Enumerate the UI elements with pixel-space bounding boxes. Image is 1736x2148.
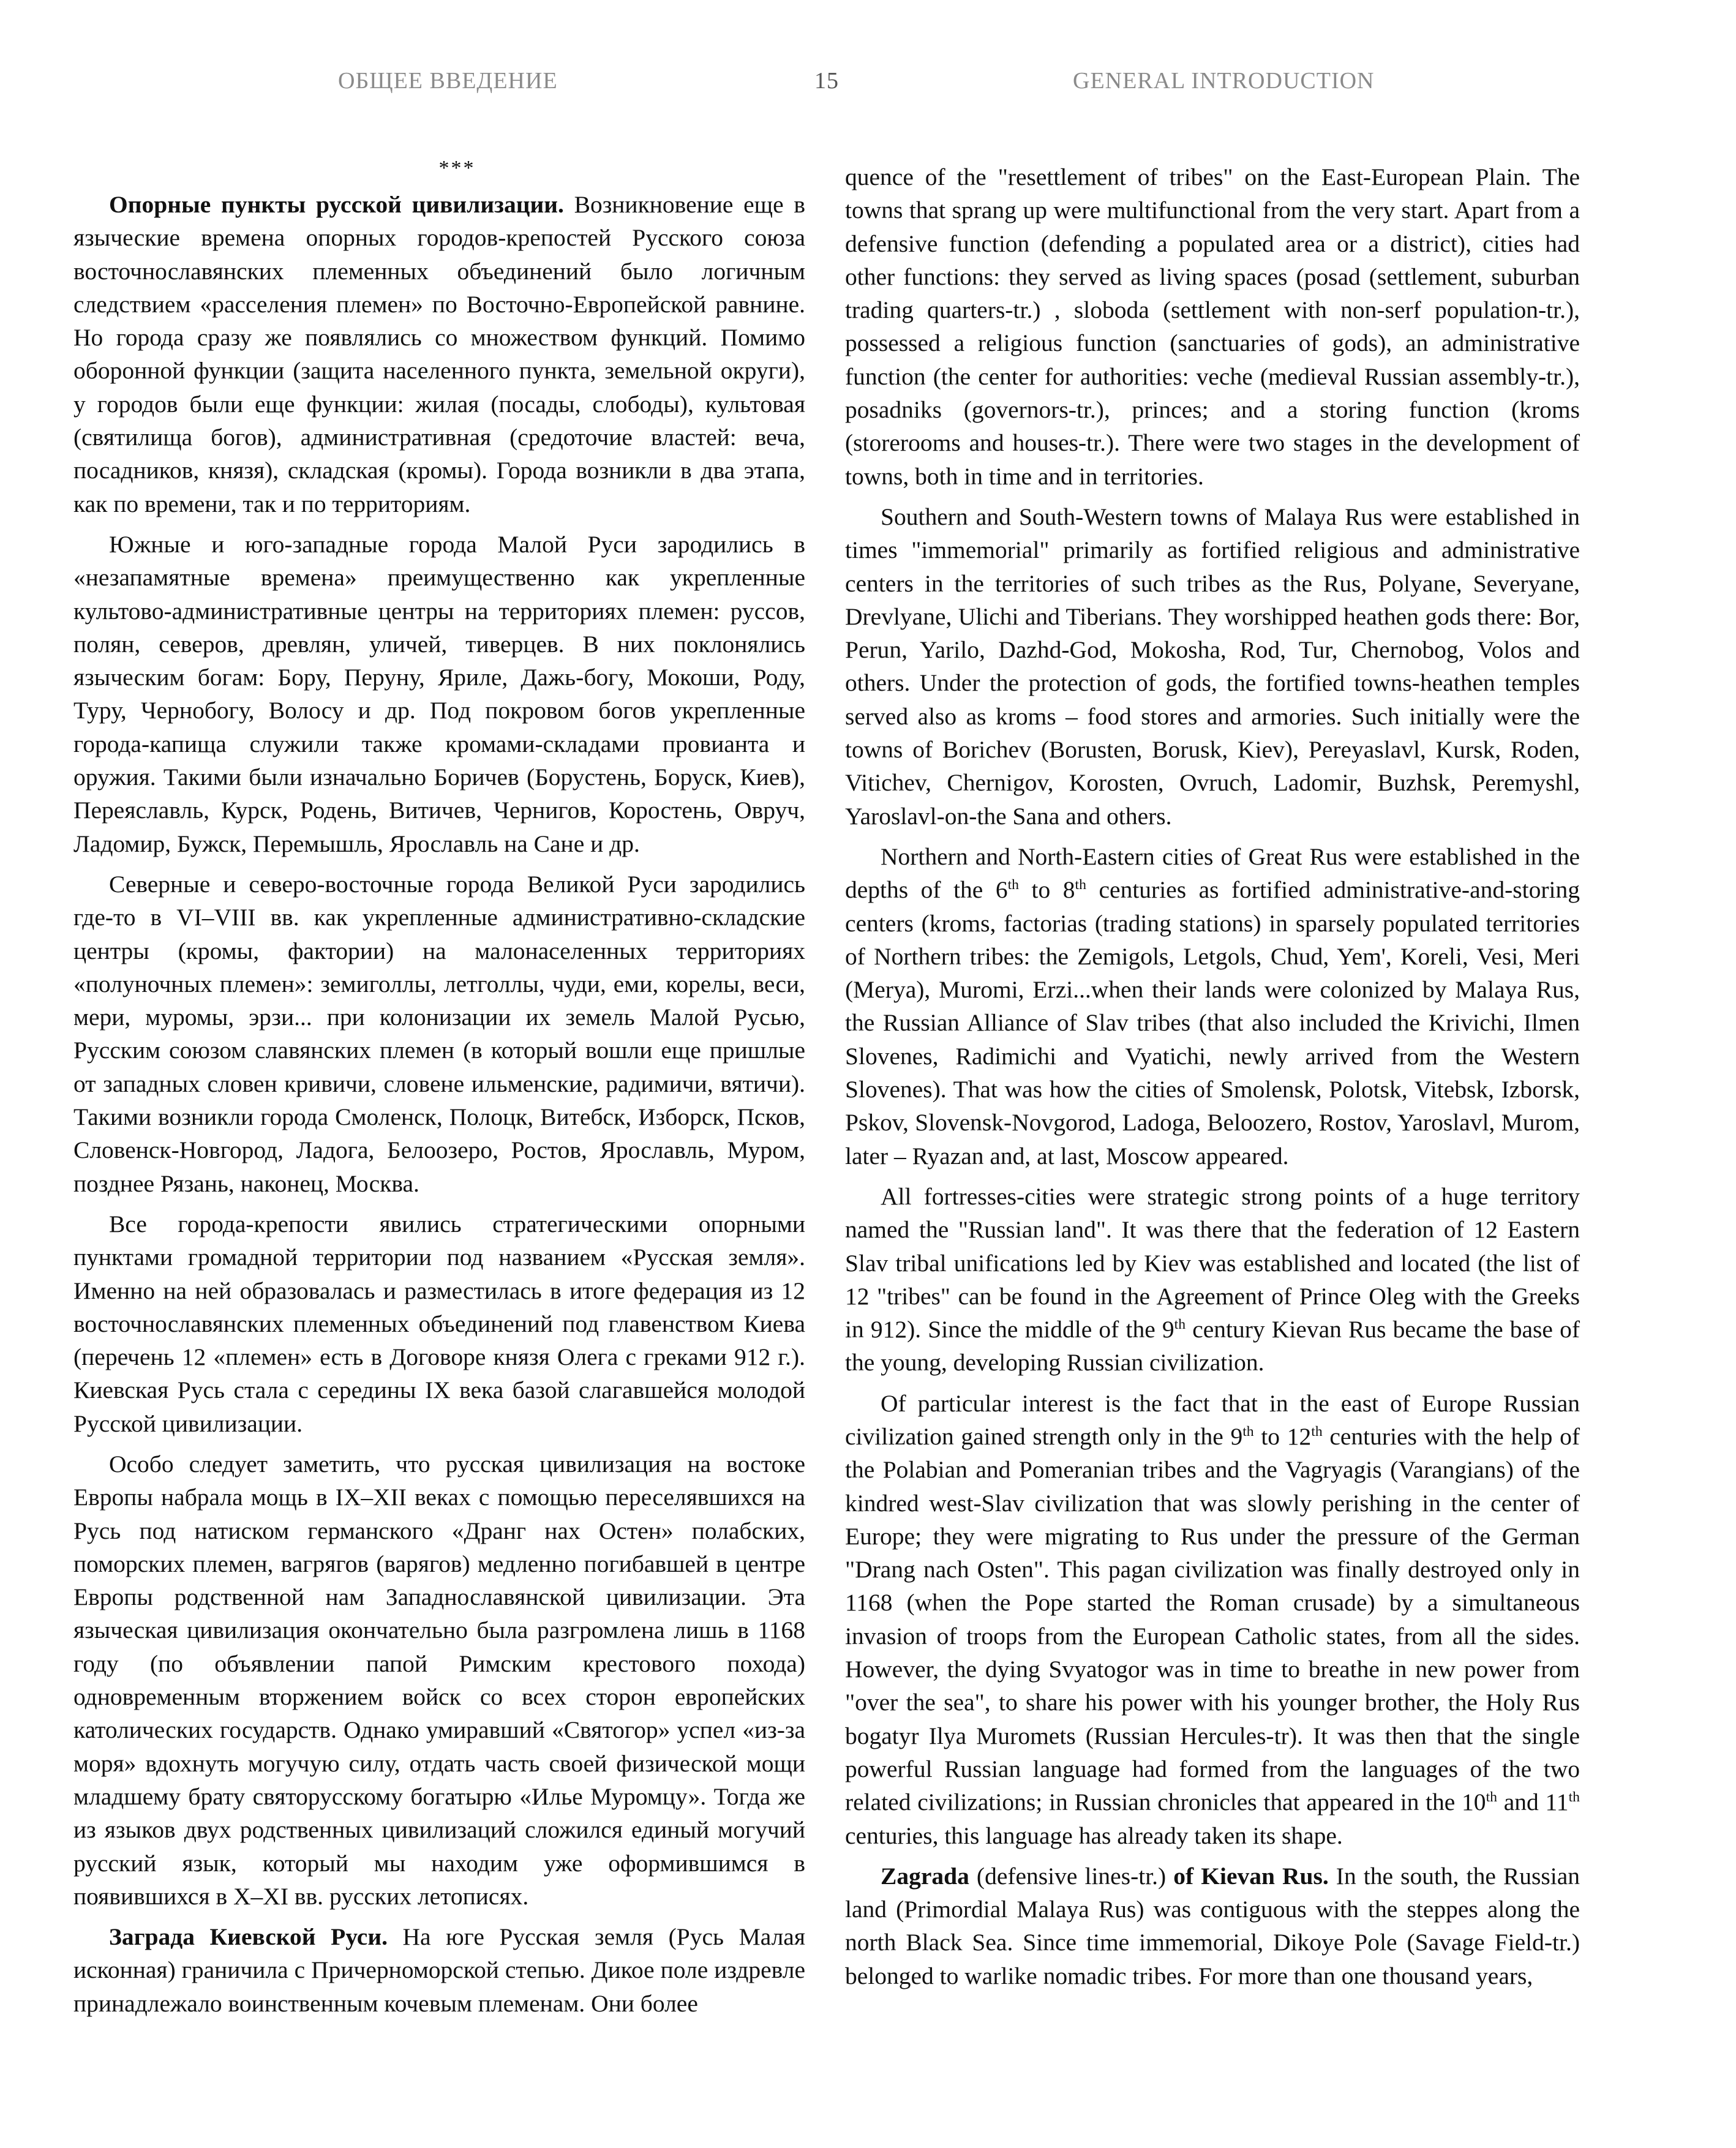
en-paragraph-5: Of particular interest is the fact that in the east of Europe Russian civilization gained strength only in the 9th to 12th centuries with the help of the Polabian and Pomeranian tribes and the Vagryagis (Varangians) of the kindred west-Slav civilization that was slowly perishing in the center of Europe; they were migrating to Rus under the pressure of the German "Drang nach Osten". This pagan civilization was finally destroyed only in 1168 (when the Pope started the Roman crusade) by a simultaneous invasion of troops from the European Catholic states, from all the sides. However, the dying Svyatogor was in time to breathe in new power from "over the sea", to share his power with his younger brother, the Holy Rus bogatyr Ilya Muromets (Russian Hercules-tr). It was then that the single powerful Russian language had formed from the languages of the two related civilizations; in Russian chronicles that appeared in the 10th and 11th centuries, this language has already taken its shape. [845,1389,1580,1849]
ru-heading-support-points: Опорные пункты русской цивилизации. [109,191,564,218]
russian-column [73,156,805,2027]
english-column [845,160,1580,2000]
ru-paragraph-3: Северные и северо-восточные города Великой Руси зародились где-то в VI–VIII вв. как укрепленные административно-складские центры (кромы, фактории) на малонаселенных территориях «полуночных племен»: земиголлы, летголлы, чуди, еми, корелы, веси, мери, муромы, эрзи... при колонизации их земель Малой Русью, Русским союзом славянских племен (в который вошли еще пришлые от западных словен кривичи, словене ильменские, радимичи, вятичи). Такими возникли города Смоленск, Полоцк, Витебск, Изборск, Псков, Словенск-Новгород, Ладога, Белоозеро, Ростов, Ярославль, Муром, позднее Рязань, наконец, Москва. [73,870,805,1197]
en-heading-zagrada: Zagrada [881,1862,969,1890]
page-number: 15 [814,68,839,94]
en-paragraph-1: quence of the "resettlement of tribes" on the East-European Plain. The towns that sprang up were multifunctional from the very start. Apart from a defensive function (defending a populated area or a district), cities had other functions: they served as living spaces (posad (settlement, suburban trading quarters-tr.) , sloboda (settlement with non-serf population-tr.), possessed a religious function (sanctuaries of gods), an administrative function (the center for authorities: veche (medieval Russian assembly-tr.), posadniks (governors-tr.), princes; and a storing function (kroms (storerooms and houses-tr.). There were two stages in the development of towns, both in time and in territories. [845,163,1580,490]
en-paragraph-4: All fortresses-cities were strategic strong points of a huge territory named the "Russian land". It was there that the federation of 12 Eastern Slav tribal unifications led by Kiev was established and located (the list of 12 "tribes" can be found in the Agreement of Prince Oleg with the Greeks in 912). Since the middle of the 9th century Kievan Rus became the base of the young, developing Russian civilization. [845,1182,1580,1376]
ru-paragraph-1: Опорные пункты русской цивилизации. Возникновение еще в языческие времена опорных городов-крепостей Русского союза восточнославянских племенных объединений было логичным следствием «расселения племен» по Восточно-Европейской равнине. Но города сразу же появлялись со множеством функций. Помимо оборонной функции (защита населенного пункта, земельной округи), у городов были еще функции: жилая (посады, слободы), культовая (святилища богов), административная (средоточие властей: веча, посадников, князя), складская (кромы). Города возникли в два этапа, как по времени, так и по территориям. [73,191,805,517]
en-heading-kievan-rus: of Kievan Rus. [1173,1862,1329,1890]
section-separator: *** [438,157,476,179]
ru-heading-zagrada: Заграда Киевской Руси. [109,1923,388,1951]
running-head-russian: ОБЩЕЕ ВВЕДЕНИЕ [338,68,558,94]
ru-paragraph-4: Все города-крепости явились стратегическими опорными пунктами громадной территории под названием «Русская земля». Именно на ней образовалась и разместилась в итоге федерация из 12 восточнославянских племенных объединений под главенством Киева (перечень 12 «племен» есть в Договоре князя Олега с греками 912 г.). Киевская Русь стала с середины IX века базой слагавшейся молодой Русской цивилизации. [73,1210,805,1437]
ru-paragraph-6: Заграда Киевской Руси. На юге Русская земля (Русь Малая исконная) граничила с Причерноморской степью. Дикое поле издревле принадлежало воинственным кочевым племенам. Они более [73,1923,805,2017]
en-paragraph-2: Southern and South-Western towns of Malaya Rus were established in times "immemorial" primarily as fortified religious and administrative centers in the territories of such tribes as the Rus, Polyane, Severyane, Drevlyane, Ulichi and Tiberians. They worshipped heathen gods there: Bor, Perun, Yarilo, Dazhd-God, Mokosha, Rod, Tur, Chernobog, Volos and others. Under the protection of gods, the fortified towns-heathen temples served also as kroms – food stores and armories. Such initially were the towns of Borichev (Borusten, Borusk, Kiev), Pereyaslavl, Kursk, Roden, Vitichev, Chernigov, Korosten, Ovruch, Ladomir, Buzhsk, Peremyshl, Yaroslavl-on-the Sana and others. [845,503,1580,830]
en-paragraph-3: Northern and North-Eastern cities of Great Rus were established in the depths of the 6th to 8th centuries as fortified administrative-and-storing centers (kroms, factorias (trading stations) in sparsely populated territories of Northern tribes: the Zemigols, Letgols, Chud, Yem', Koreli, Vesi, Meri (Merya), Muromi, Erzi...when their lands were colonized by Malaya Rus, the Russian Alliance of Slav tribes (that also included the Krivichi, Ilmen Slovenes, Radimichi and Vyatichi, newly arrived from the Western Slovenes). That was how the cities of Smolensk, Polotsk, Vitebsk, Izborsk, Pskov, Slovensk-Novgorod, Ladoga, Beloozero, Rostov, Yaroslavl, Murom, later – Ryazan and, at last, Moscow appeared. [845,843,1580,1170]
en-paragraph-6: Zagrada (defensive lines-tr.) of Kievan Rus. In the south, the Russian land (Primordial Malaya Rus) was contiguous with the steppes along the north Black Sea. Since time immemorial, Dikoye Pole (Savage Field-tr.) belonged to warlike nomadic tribes. For more than one thousand years, [845,1862,1580,1989]
running-head-english: GENERAL INTRODUCTION [1073,68,1375,94]
ru-paragraph-2: Южные и юго-западные города Малой Руси зародились в «незапамятные времена» преимущественно как укрепленные культово-административные центры на территориях племен: руссов, полян, северов, древлян, уличей, тиверцев. В них поклонялись языческим богам: Бору, Перуну, Яриле, Дажь-богу, Мокоши, Роду, Туру, Чернобогу, Волосу и др. Под покровом богов укрепленные города-капища служили также кромами-складами провианта и оружия. Такими были изначально Боричев (Борустень, Боруск, Киев), Переяславль, Курск, Родень, Витичев, Чернигов, Коростень, Овруч, Ладомир, Бужск, Перемышль, Ярославль на Сане и др. [73,530,805,857]
ru-paragraph-5: Особо следует заметить, что русская цивилизация на востоке Европы набрала мощь в IX–XII веках с помощью переселявшихся на Русь под натиском германского «Дранг нах Остен» полабских, поморских племен, вагрягов (варягов) медленно погибавшей в центре Европы родственной нам Западнославянской цивилизации. Эта языческая цивилизация окончательно была разгромлена лишь в 1168 году (по объявлении папой Римским крестового похода) одновременным вторжением войск со всех сторон европейских католических государств. Однако умиравший «Святогор» успел «из-за моря» вдохнуть могучую силу, отдать часть своей физической мощи младшему брату святорусскому богатырю «Илье Муромцу». Тогда же из языков двух родственных цивилизаций сложился единый могучий русский язык, который мы находим уже оформившимся в появившихся в X–XI вв. русских летописях. [73,1450,805,1910]
